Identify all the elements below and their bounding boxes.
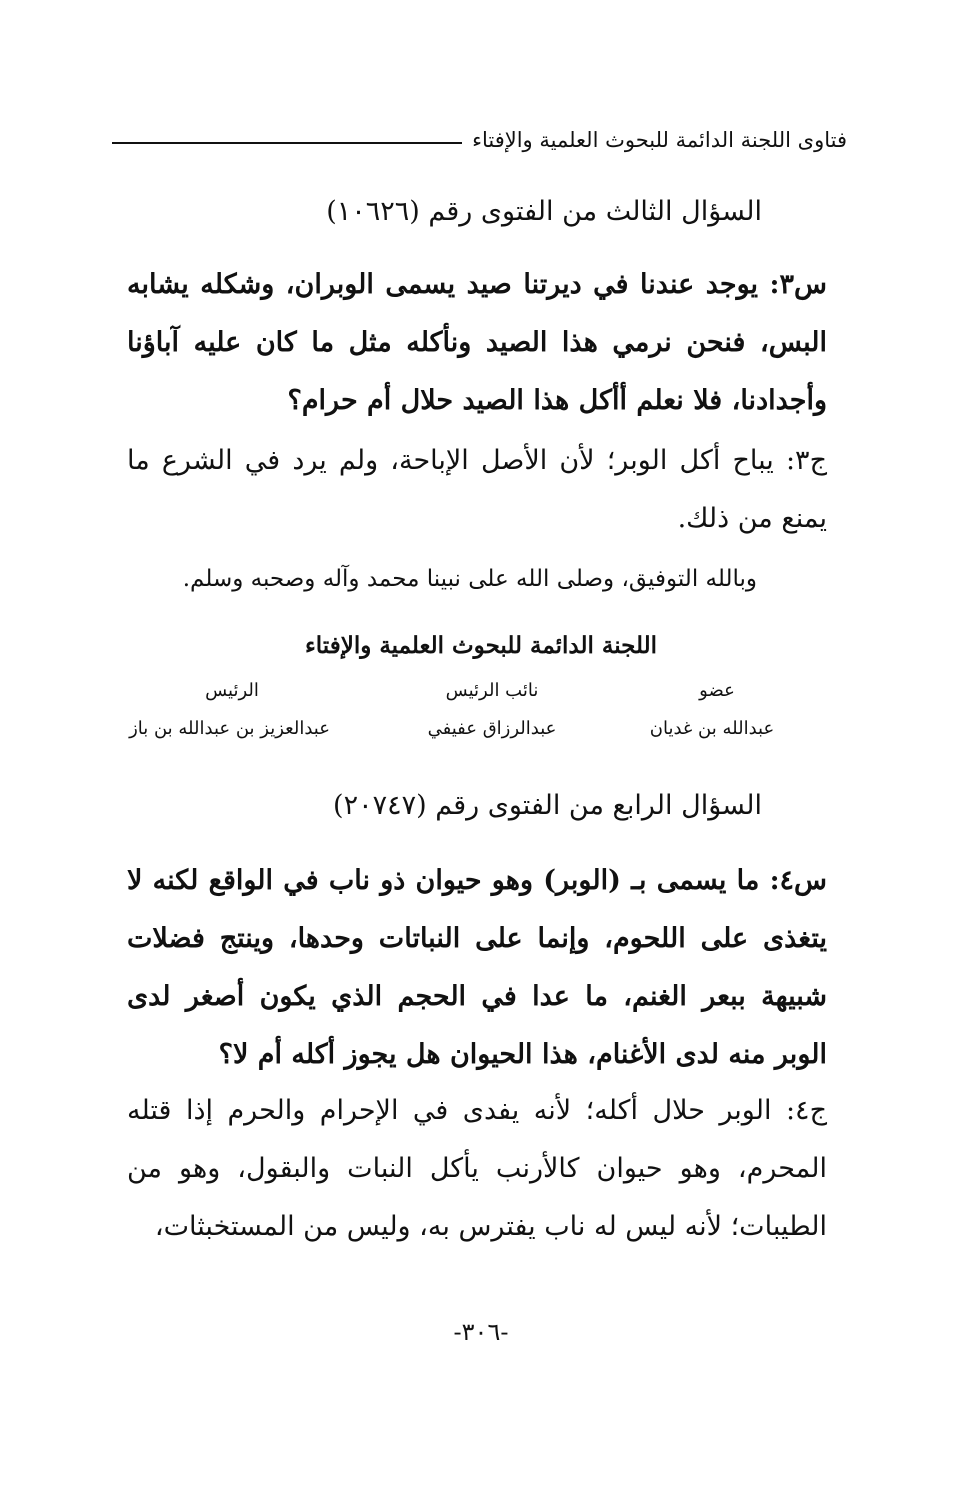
running-head-title: فتاوى اللجنة الدائمة للبحوث العلمية والإفتاء (472, 128, 847, 152)
closing-formula: وبالله التوفيق، وصلى الله على نبينا محمد وآله وصحبه وسلم. (182, 566, 757, 592)
signatory-role-vice-president: نائب الرئيس (445, 680, 539, 701)
page-number: -٣٠٦- (453, 1318, 509, 1346)
q3-answer-label: ج٣: (785, 445, 827, 476)
q4-question (127, 852, 827, 1084)
committee-title: اللجنة الدائمة للبحوث العلمية والإفتاء (304, 632, 658, 659)
q3-answer-text: يباح أكل الوبر؛ لأن الأصل الإباحة، ولم يرد في الشرع ما يمنع من ذلك. (127, 445, 827, 534)
q4-answer-text: الوبر حلال أكله؛ لأنه يفدى في الإحرام والحرم إذا قتله المحرم، وهو حيوان كالأرنب يأكل النبات والبقول، وهو من الطيبات؛ لأنه ليس له ناب يفترس به، وليس من المستخبثات، (127, 1095, 827, 1242)
q3-answer (127, 432, 827, 548)
q3-question-label: س٣: (769, 269, 827, 300)
running-head-rule (112, 142, 462, 144)
signatory-name-president: عبدالعزيز بن عبدالله بن باز (129, 718, 330, 739)
q4-answer-label: ج٤: (785, 1095, 827, 1126)
running-head (112, 128, 847, 152)
signatory-name-member: عبدالله بن غديان (649, 718, 775, 739)
q4-answer (127, 1082, 827, 1256)
q4-question-label: س٤: (769, 865, 828, 896)
signatory-name-vice-president: عبدالرزاق عفيفي (427, 718, 557, 739)
q3-heading: السؤال الثالث من الفتوى رقم (١٠٦٢٦) (326, 196, 762, 227)
q3-question-text: يوجد عندنا في ديرتنا صيد يسمى الوبران، وشكله يشابه البس، فنحن نرمي هذا الصيد ونأكله مثل ما كان عليه آباؤنا وأجدادنا، فلا نعلم أأكل هذا الصيد حلال أم حرام؟ (127, 269, 827, 416)
signatory-role-member: عضو (699, 680, 735, 701)
signatory-role-president: الرئيس (205, 680, 259, 701)
q4-heading: السؤال الرابع من الفتوى رقم (٢٠٧٤٧) (333, 790, 762, 821)
q4-question-text: ما يسمى بـ (الوبر) وهو حيوان ذو ناب في الواقع لكنه لا يتغذى على اللحوم، وإنما على النباتات وحدها، وينتج فضلات شبيهة ببعر الغنم، ما عدا في الحجم الذي يكون أصغر لدى الوبر منه لدى الأغنام، هذا الحيوان هل يجوز أكله أم لا؟ (127, 865, 827, 1070)
q3-question (127, 256, 827, 430)
